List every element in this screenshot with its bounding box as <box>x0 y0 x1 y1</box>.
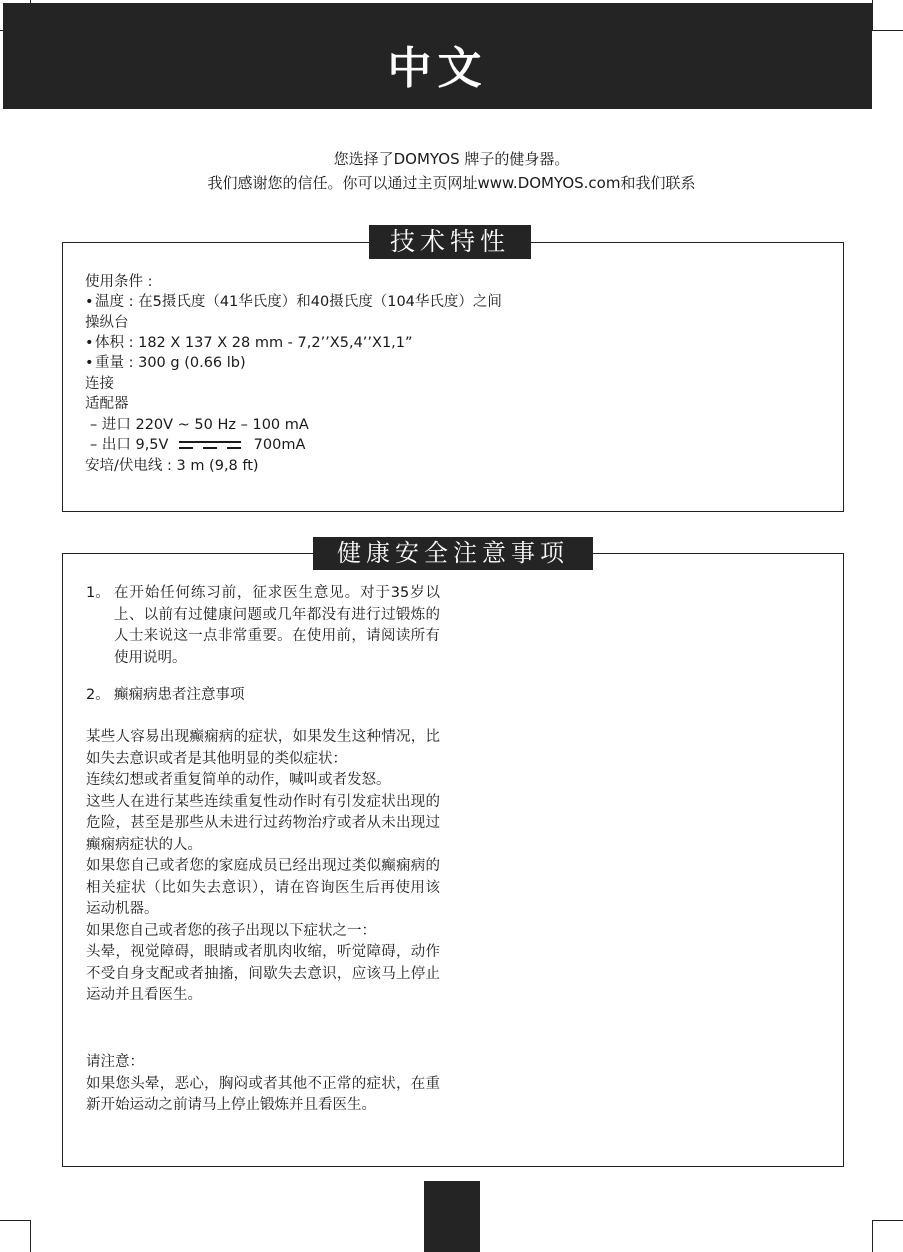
volume-line <box>85 333 413 353</box>
list-item-1 <box>86 583 440 669</box>
weight-text: 重量 : 300 g (0.66 lb) <box>95 355 246 371</box>
safety-paragraph-2: 连续幻想或者重复简单的动作，喊叫或者发怒。 <box>86 772 391 788</box>
weight-line <box>85 353 246 373</box>
list-item-1-number: 1。 <box>86 585 110 601</box>
note-label: 请注意： <box>86 1054 144 1070</box>
page-number-tab <box>424 1181 480 1252</box>
temperature-line <box>85 292 502 312</box>
safety-text <box>86 727 440 1007</box>
crop-mark-bottom-right <box>872 1220 903 1221</box>
cable-line: 安培/伏电线 : 3 m (9,8 ft) <box>85 458 259 474</box>
crop-mark-bottom-left <box>0 1220 30 1221</box>
connection-label: 连接 <box>85 376 114 392</box>
safety-note <box>86 1052 440 1117</box>
adapter-label: 适配器 <box>85 396 129 412</box>
crop-mark-top-right <box>872 30 903 31</box>
safety-section-title: 健康安全注意事项 <box>313 537 593 570</box>
safety-paragraph-1: 某些人容易出现癫痫病的症状，如果发生这种情况，比如失去意识或者是其他明显的类似症状： <box>86 729 440 767</box>
specs-section-title: 技术特性 <box>369 225 531 259</box>
safety-paragraph-5: 如果您自己或者您的孩子出现以下症状之一： <box>86 922 376 939</box>
safety-paragraph-6: 头晕，视觉障碍，眼睛或者肌肉收缩，听觉障碍，动作不受自身支配或者抽搐，间歇失去意识，应该马上停止运动并且看医生。 <box>86 944 440 1003</box>
bullet-icon: • <box>85 355 94 371</box>
list-item-2-number: 2。 <box>86 687 110 703</box>
volume-text: 体积 : 182 X 137 X 28 mm - 7,2’’X5,4’’X1,1” <box>95 335 413 351</box>
safety-paragraph-3: 这些人在进行某些连续重复性动作时有引发症状出现的危险，甚至是那些从未进行过药物治疗或者从未出现过癫痫病症状的人。 <box>86 793 440 853</box>
note-text: 如果您头晕，恶心，胸闷或者其他不正常的症状，在重新开始运动之前请马上停止锻炼并且看医生。 <box>86 1075 440 1113</box>
temperature-text: 温度 : 在5摄氏度（41华氏度）和40摄氏度（104华氏度）之间 <box>95 294 502 310</box>
intro-line-2: 我们感谢您的信任。你可以通过主页网址www.DOMYOS.com和我们联系 <box>207 174 696 192</box>
dc-current-icon <box>179 440 241 450</box>
bullet-icon: • <box>85 294 94 310</box>
usage-conditions-label: 使用条件 : <box>85 274 153 290</box>
safety-paragraph-4: 如果您自己或者您的家庭成员已经出现过类似癫痫病的相关症状（比如失去意识），请在咨询医生后再使用该运动机器。 <box>86 858 440 917</box>
console-label: 操纵台 <box>85 315 129 331</box>
list-item-2-text: 癫痫病患者注意事项 <box>114 687 245 703</box>
list-item-2 <box>86 685 440 707</box>
input-line: – 进口 220V ~ 50 Hz – 100 mA <box>90 417 309 433</box>
list-item-1-text: 在开始任何练习前，征求医生意见。对于35岁以上、以前有过健康问题或几年都没有进行过锻炼的人士来说这一点非常重要。在使用前，请阅读所有使用说明。 <box>114 585 440 666</box>
bullet-icon: • <box>85 335 94 351</box>
crop-mark-bottom-left-vert <box>30 1220 31 1252</box>
output-suffix: 700mA <box>253 437 306 453</box>
output-prefix: – 出口 9,5V <box>90 437 169 453</box>
page-title: 中文 <box>387 43 488 94</box>
crop-mark-top-right-vert <box>872 0 873 31</box>
output-line <box>90 435 305 455</box>
intro-line-1: 您选择了DOMYOS 牌子的健身器。 <box>333 150 570 168</box>
crop-mark-bottom-right-vert <box>872 1220 873 1252</box>
